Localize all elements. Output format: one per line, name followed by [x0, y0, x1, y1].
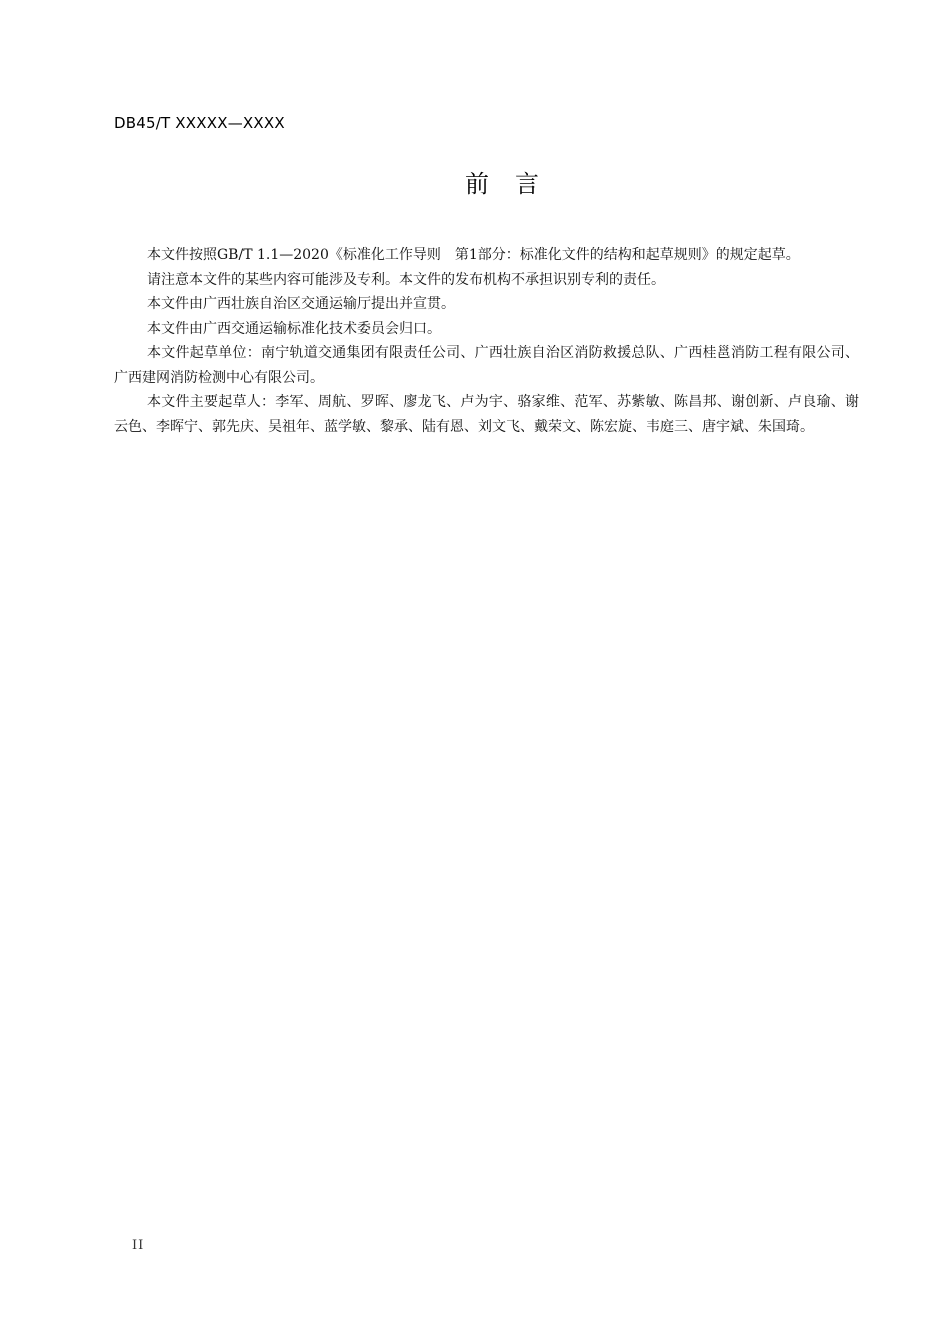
paragraph-drafting-basis: 本文件按照GB/T 1.1—2020《标准化工作导则 第1部分：标准化文件的结构和起草规则》的规定起草。 [147, 247, 800, 263]
paragraph-drafters: 本文件主要起草人：李军、周航、罗晖、廖龙飞、卢为宇、骆家维、范军、苏紫敏、陈昌邦、谢创新、卢良瑜、谢云色、李晖宁、郭先庆、吴祖年、蓝学敏、黎承、陆有恩、刘文飞、戴荣文、陈宏旋、韦庭三、唐宇斌、朱国琦。 [114, 394, 859, 435]
document-code: DB45/T XXXXX—XXXX [114, 114, 285, 132]
paragraph-patent-notice: 请注意本文件的某些内容可能涉及专利。本文件的发布机构不承担识别专利的责任。 [147, 271, 665, 288]
title-char-1: 前 [465, 170, 489, 198]
paragraph-committee: 本文件由广西交通运输标准化技术委员会归口。 [147, 320, 441, 337]
paragraph-drafting-units: 本文件起草单位：南宁轨道交通集团有限责任公司、广西壮族自治区消防救援总队、广西桂邕消防工程有限公司、广西建网消防检测中心有限公司。 [114, 345, 859, 386]
foreword-body [114, 243, 859, 439]
section-title [0, 164, 950, 199]
paragraph-proposer: 本文件由广西壮族自治区交通运输厅提出并宣贯。 [147, 296, 455, 312]
page-number: II [132, 1238, 145, 1253]
title-char-2: 言 [515, 170, 539, 198]
